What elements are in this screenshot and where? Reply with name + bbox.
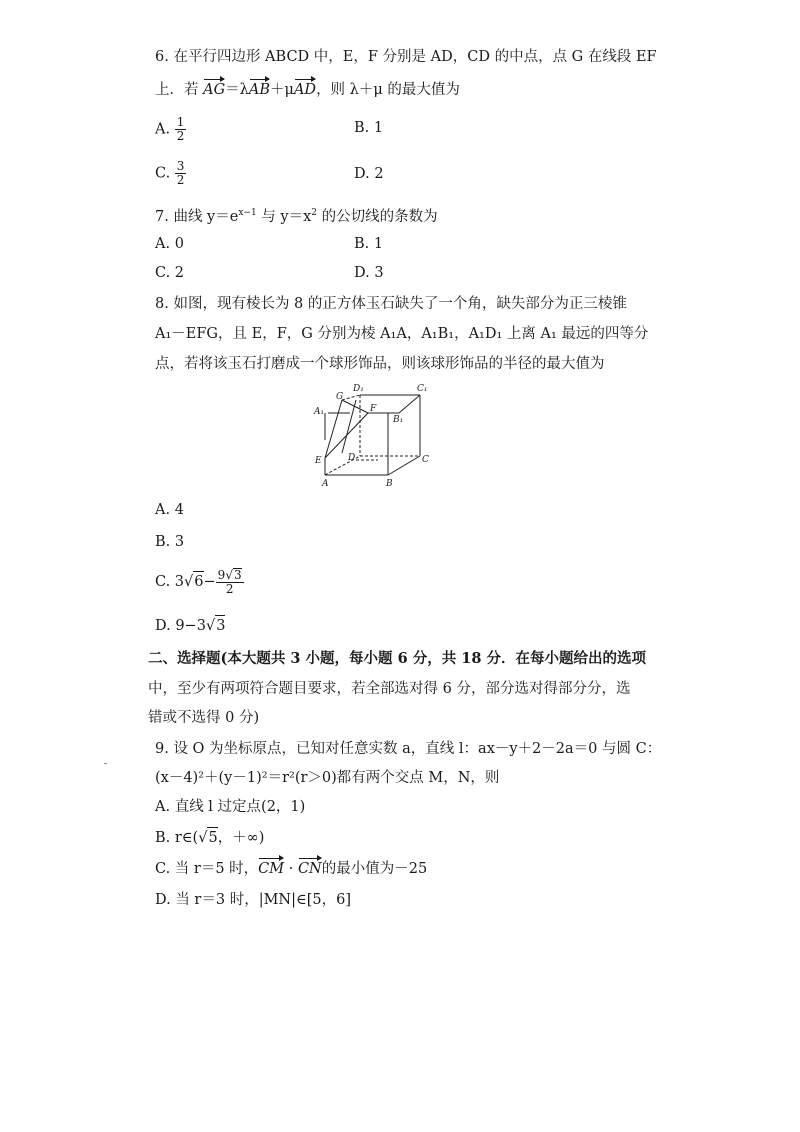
label-b: B	[386, 479, 393, 489]
q6-option-d: D. 2	[354, 166, 384, 182]
fraction: $\frac{1}{2}$	[176, 115, 185, 143]
fraction: $\frac{3}{2}$	[176, 159, 185, 187]
label-e: E	[315, 456, 322, 466]
label-c1: C₁	[417, 384, 428, 394]
q7-option-c: C. 2	[155, 265, 185, 281]
vector-cn: CN	[297, 861, 322, 877]
q7-line1: 7. 曲线 $y=e^{x-1}$ 与 $y=x^2$ 的公切线的条数为	[155, 208, 438, 225]
inner-line	[342, 400, 356, 453]
label-a: A	[322, 479, 329, 489]
q9-line1: 9. 设 O 为坐标原点，已知对任意实数 a，直线 l：ax－y＋2－2a＝0 与圆 C：	[155, 741, 662, 757]
edge-b1c1	[399, 395, 420, 413]
label-d1: D₁	[353, 384, 364, 394]
section2-line2: 中，至少有两项符合题目要求，若全部选对得 6 分，部分选对得部分分，选	[148, 681, 631, 697]
q6-option-a: A. $\frac{1}{2}$	[155, 115, 185, 143]
label-a1: A₁	[314, 407, 325, 417]
label-f: F	[370, 404, 377, 414]
q6-option-b: B. 1	[354, 120, 384, 136]
edge-bc	[388, 456, 420, 475]
q9-line2: (x－4)²＋(y－1)²＝r²(r＞0)都有两个交点 M，N，则	[155, 770, 500, 786]
vector-ad: AD	[293, 82, 317, 98]
q9-option-a: A. 直线 l 过定点(2，1)	[155, 799, 306, 815]
label-b1: B₁	[393, 415, 404, 425]
q6-line1: 6. 在平行四边形 ABCD 中，E，F 分别是 AD，CD 的中点，点 G 在线段 EF	[155, 49, 657, 65]
q9-option-c: C. 当 r＝5 时，CM · CN的最小值为－25	[155, 861, 428, 877]
label-d: D	[348, 453, 356, 463]
cube-figure	[308, 380, 448, 492]
label-g: G	[336, 392, 344, 402]
vector-cm: CM	[258, 861, 285, 877]
section2-line3: 错或不选得 0 分)	[148, 710, 260, 726]
q7-option-b: B. 1	[354, 236, 384, 252]
q9-option-b: B. r∈(√5，＋∞)	[155, 827, 264, 848]
q8-option-b: B. 3	[155, 534, 185, 550]
q8-option-a: A. 4	[155, 502, 184, 518]
q9-option-d: D. 当 r＝3 时，|MN|∈[5，6]	[155, 892, 352, 908]
q8-line3: 点，若将该玉石打磨成一个球形饰品，则该球形饰品的半径的最大值为	[155, 356, 605, 372]
q7-option-a: A. 0	[155, 236, 184, 252]
q8-line1: 8. 如图，现有棱长为 8 的正方体玉石缺失了一个角，缺失部分为正三棱锥	[155, 296, 627, 312]
q6-option-c: C. $\frac{3}{2}$	[155, 159, 185, 187]
section2-line1: 二、选择题(本大题共 3 小题，每小题 6 分，共 18 分．在每小题给出的选项	[148, 650, 647, 667]
q8-option-d: D. 9−3√3	[155, 615, 225, 636]
q7-option-d: D. 3	[354, 265, 384, 281]
vector-ag: AG	[203, 82, 226, 98]
q8-option-c: C. 3√6− $\frac{9√3}{2}$	[155, 568, 242, 596]
q8-line2: A₁－EFG，且 E，F，G 分别为棱 A₁A，A₁B₁，A₁D₁ 上离 A₁ 最远的四等分	[155, 326, 649, 342]
vector-ab: AB	[248, 82, 271, 98]
scan-mark	[104, 763, 107, 764]
hidden-edge-gd1	[342, 395, 360, 400]
fraction: $\frac{9√3}{2}$	[217, 568, 242, 596]
label-c: C	[422, 455, 429, 465]
q6-line2: 上．若 AG＝λAB＋μAD，则 λ＋μ 的最大值为	[155, 82, 460, 98]
